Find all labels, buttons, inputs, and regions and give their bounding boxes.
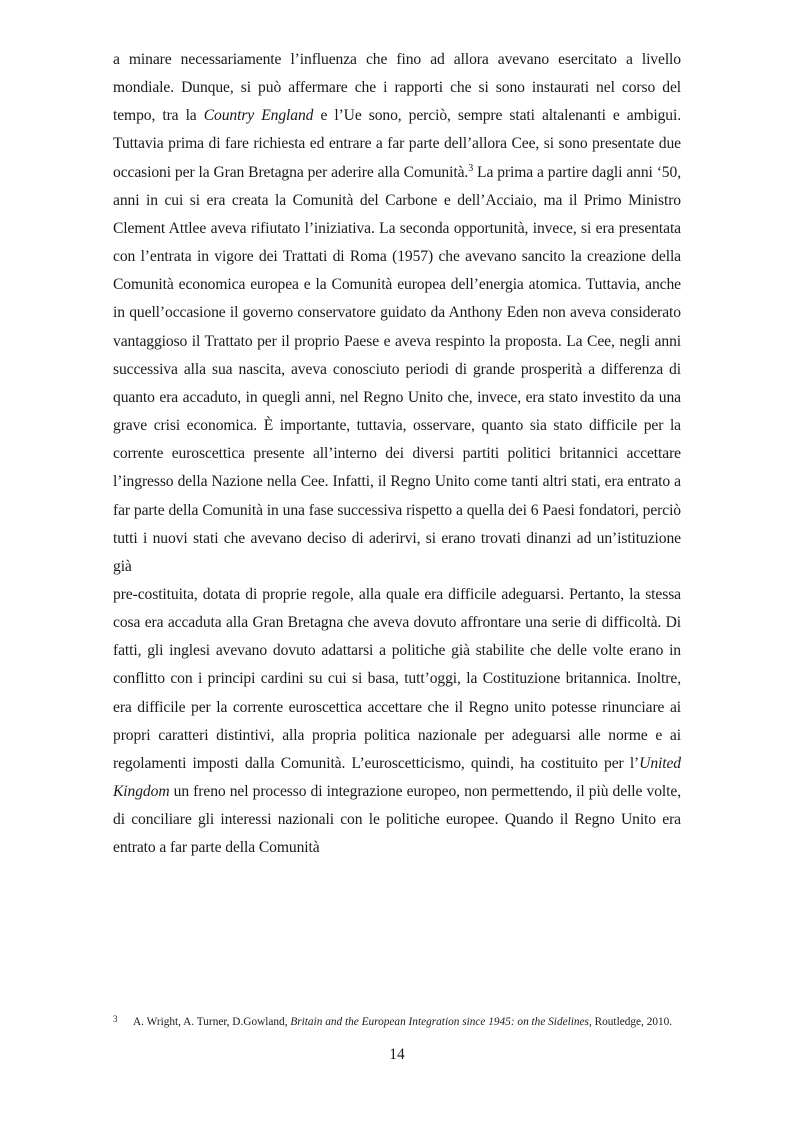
footnote-mark: 3 — [113, 1014, 118, 1024]
paragraph-2 — [113, 581, 681, 863]
footnote-title: Britain and the European Integration since 1945: on the Sidelines, — [290, 1016, 592, 1028]
italic-term-country-england: Country England — [203, 107, 314, 125]
text-run: La prima a partire dagli anni ‘50, anni in cui si era creata la Comunità del Carbone e dell’Acciaio, ma il Primo Ministro Clement Attlee aveva rifiutato l’iniziativa. La seconda opportunità, invece, si era presentata con l’entrata in vigore dei Trattati di Roma (1957) che avevano sancito la creazione della Comunità economica europea e la Comunità europea dell’energia atomica. Tuttavia, anche in quell’occasione il governo conservatore guidato da Anthony Eden non aveva considerato vantaggioso il Trattato per il proprio Paese e aveva respinto la proposta. La Cee, negli anni successiva alla sua nascita, aveva conosciuto periodi di grande prosperità a differenza di quanto era accaduto, in quegli anni, nel Regno Unito che, invece, era stato investito da una grave crisi economica. È importante, tuttavia, osservare, quanto sia stato difficile per la corrente euroscettica presente all’interno dei diversi partiti politici britannici accettare l’ingresso della Nazione nella Cee. Infatti, il Regno Unito come tanti altri stati, era entrato a far parte della Comunità in una fase successiva rispetto a quella dei 6 Paesi fondatori, perciò tutti i nuovi stati che avevano deciso di aderirvi, si erano trovati dinanzi ad un’istituzione già — [113, 163, 681, 575]
body-text — [113, 46, 681, 863]
text-run: un freno nel processo di integrazione europeo, non permettendo, il più delle volte, di conciliare gli interessi nazionali con le politiche europee. Quando il Regno Unito era entrato a far parte della Comunità — [113, 783, 681, 857]
footnote — [113, 1015, 681, 1031]
footnote-divider — [113, 1006, 213, 1007]
italic-term-united-kingdom: United Kingdom — [113, 754, 681, 801]
paragraph-1 — [113, 46, 681, 581]
text-run: e l’Ue sono, perciò, sempre stati altalenanti e ambigui. Tuttavia prima di fare richiesta ed entrare a far parte dell’allora Cee, si sono presentate due occasioni per la Gran Bretagna per aderire alla Comunità. — [113, 107, 681, 181]
footnote-reference[interactable]: 3 — [468, 162, 474, 174]
page-number: 14 — [389, 1046, 405, 1063]
footnote-text — [133, 1015, 681, 1031]
footnote-authors: A. Wright, A. Turner, D.Gowland, — [133, 1016, 291, 1028]
footnote-publisher: Routledge, 2010. — [591, 1016, 673, 1028]
text-run: pre-costituita, dotata di proprie regole, alla quale era difficile adeguarsi. Pertanto, la stessa cosa era accaduta alla Gran Bretagna che aveva dovuto affrontare una serie di difficoltà. Di fatti, gli inglesi avevano dovuto adattarsi a politiche già stabilite che delle volte erano in conflitto con i principi cardini su cui si basa, tutt’oggi, la Costituzione britannica. Inoltre, era difficile per la corrente euroscettica accettare che il Regno unito potesse rinunciare ai propri caratteri distintivi, alla propria politica nazionale per adeguarsi alle norme e ai regolamenti imposti dalla Comunità. L’euroscetticismo, quindi, ha costituito per l’ — [113, 585, 681, 772]
text-run: a minare necessariamente l’influenza che fino ad allora avevano esercitato a livello mondiale. Dunque, si può affermare che i rapporti che si sono instaurati nel corso del tempo, tra la — [113, 51, 681, 125]
